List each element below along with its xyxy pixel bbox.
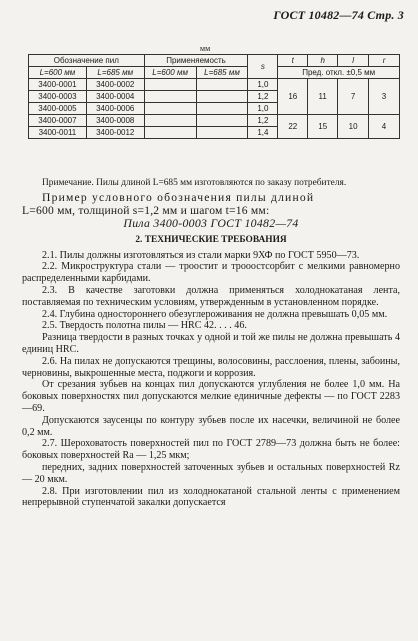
paragraph-2-7: 2.7. Шероховатость поверхностей пил по ГОСТ 2789—73 должна быть не более: боковых поверхностей Ra — 1,25 мкм; <box>22 438 400 462</box>
cell-designation-600: 3400-0005 <box>29 103 87 115</box>
header-r: r <box>369 55 400 67</box>
header-L600: L=600 мм <box>29 67 87 79</box>
paragraph-2-4: 2.4. Глубина одностороннего обезуглероживания не должна превышать 0,05 мм. <box>42 308 388 320</box>
header-app-L600: L=600 мм <box>144 67 196 79</box>
paragraph-2-3: 2.3. В качестве заготовки должна применяться холоднокатаная лента, поставляемая по техническим условиям, утвержденным в установленном порядке. <box>22 284 400 308</box>
header-t: t <box>278 55 308 67</box>
cell-designation-600: 3400-0001 <box>29 79 87 91</box>
cell-l: 10 <box>338 115 369 139</box>
unit-label: мм <box>200 44 211 53</box>
cell-s: 1,4 <box>248 127 278 139</box>
header-applicability: Применяемость <box>144 55 248 67</box>
cell-designation-685: 3400-0012 <box>86 127 144 139</box>
paragraph-2-7-b: передних, задних поверхностей заточенных зубьев и остальных поверхностей Rz — 20 мкм. <box>22 461 400 485</box>
header-L685: L=685 мм <box>86 67 144 79</box>
cell-r: 3 <box>369 79 400 115</box>
paragraph-2-8: 2.8. При изготовлении пил из холоднокатаной стальной ленты с применением непрерывной ступенчатой закалки допускается <box>22 485 400 509</box>
header-h: h <box>308 55 338 67</box>
cell-app-600 <box>144 91 196 103</box>
cell-h: 11 <box>308 79 338 115</box>
cell-app-685 <box>196 127 248 139</box>
cell-h: 15 <box>308 115 338 139</box>
cell-designation-600: 3400-0007 <box>29 115 87 127</box>
header-s: s <box>248 55 278 79</box>
cell-s: 1,2 <box>248 91 278 103</box>
section-title: 2. ТЕХНИЧЕСКИЕ ТРЕБОВАНИЯ <box>135 234 287 245</box>
paragraph-2-5: 2.5. Твердость полотна пилы — HRC 42. . . . 46. <box>42 320 247 332</box>
cell-designation-685: 3400-0002 <box>86 79 144 91</box>
cell-app-685 <box>196 79 248 91</box>
example-line-2: L=600 мм, толщиной s=1,2 мм и шагом t=16 мм: <box>22 204 270 217</box>
paragraph-2-5-b: Разница твердости в разных точках у одной и той же пилы не должна превышать 4 единиц HRC. <box>22 332 400 355</box>
header-app-L685: L=685 мм <box>196 67 248 79</box>
cell-app-600 <box>144 79 196 91</box>
paragraph-2-6: 2.6. На пилах не допускаются трещины, волосовины, расслоения, плены, забоины, черновины, выкрошенные места, поджоги и коррозия. <box>22 355 400 379</box>
cell-designation-600: 3400-0003 <box>29 91 87 103</box>
cell-app-600 <box>144 115 196 127</box>
dimensions-table <box>28 54 400 139</box>
cell-app-685 <box>196 103 248 115</box>
cell-app-685 <box>196 91 248 103</box>
page-header: ГОСТ 10482—74 Стр. 3 <box>273 8 404 22</box>
cell-t: 16 <box>278 79 308 115</box>
paragraph-2-2: 2.2. Микроструктура стали — троостит и трооостсорбит с мелкими равномерно распределенными карбидами. <box>22 261 400 285</box>
cell-l: 7 <box>338 79 369 115</box>
paragraph-2-1: 2.1. Пилы должны изготовляться из стали марки 9ХФ по ГОСТ 5950—73. <box>42 249 360 261</box>
table-note: Примечание. Пилы длиной L=685 мм изготовляются по заказу потребителя. <box>42 178 347 188</box>
paragraph-2-6-c: Допускаются заусенцы по контуру зубьев после их насечки, величиной не более 0,2 мм. <box>22 414 400 438</box>
cell-s: 1,0 <box>248 103 278 115</box>
cell-app-600 <box>144 127 196 139</box>
header-tolerance: Пред. откл. ±0,5 мм <box>278 67 400 79</box>
cell-designation-685: 3400-0004 <box>86 91 144 103</box>
cell-designation-685: 3400-0006 <box>86 103 144 115</box>
table-row <box>29 79 400 91</box>
cell-app-685 <box>196 115 248 127</box>
cell-designation-600: 3400-0011 <box>29 127 87 139</box>
document-body <box>22 178 400 509</box>
cell-s: 1,2 <box>248 115 278 127</box>
example-designation: Пила 3400-0003 ГОСТ 10482—74 <box>123 216 299 230</box>
example-line-1: Пример условного обозначения пилы длиной <box>42 191 315 204</box>
paragraph-2-6-b: От срезания зубьев на концах пил допускаются углубления не более 1,0 мм. На боковых поверхностях пил допускаются мелкие единичные дефекты — по ГОСТ 2283—69. <box>22 379 400 414</box>
cell-r: 4 <box>369 115 400 139</box>
header-designation: Обозначение пил <box>29 55 145 67</box>
cell-app-600 <box>144 103 196 115</box>
header-l: l <box>338 55 369 67</box>
table-row <box>29 115 400 127</box>
cell-s: 1,0 <box>248 79 278 91</box>
cell-t: 22 <box>278 115 308 139</box>
cell-designation-685: 3400-0008 <box>86 115 144 127</box>
